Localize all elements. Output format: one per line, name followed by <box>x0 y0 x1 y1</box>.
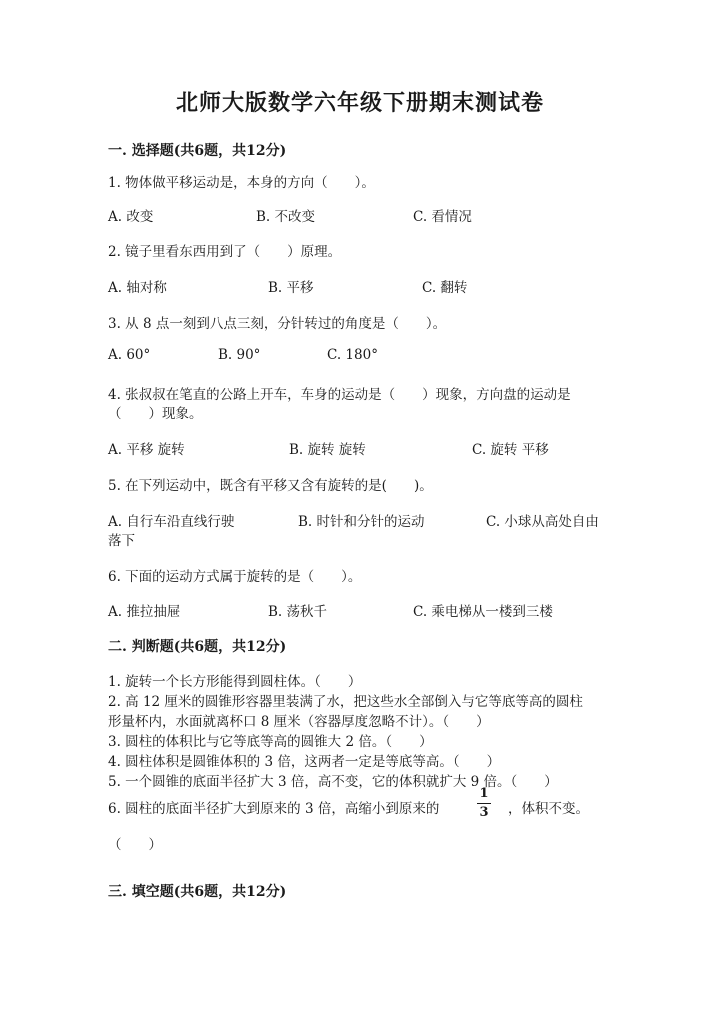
question-text: 4. 张叔叔在笔直的公路上开车，车身的运动是（ ）现象，方向盘的运动是 <box>108 387 571 403</box>
option-a: A. 改变 <box>108 209 154 225</box>
option-b: B. 时针和分针的运动 <box>298 514 425 530</box>
option-c: C. 翻转 <box>422 280 468 296</box>
fraction-numerator: 1 <box>479 786 489 801</box>
question-text: 2. 镜子里看东西用到了（ ）原理。 <box>108 244 342 260</box>
option-c: C. 180° <box>327 347 378 363</box>
judge-item: 4. 圆柱体积是圆锥体积的 3 倍，这两者一定是等底等高。（ ） <box>108 754 501 770</box>
option-b: B. 90° <box>218 347 261 363</box>
option-a: A. 自行车沿直线行驶 <box>108 514 235 530</box>
question-text: 3. 从 8 点一刻到八点三刻，分针转过的角度是（ ）。 <box>108 316 447 332</box>
question-text: 1. 物体做平移运动是，本身的方向（ ）。 <box>108 175 375 191</box>
option-c: C. 旋转 平移 <box>472 442 549 458</box>
question-text: 6. 下面的运动方式属于旋转的是（ ）。 <box>108 569 362 585</box>
answer-paren: （ ） <box>108 837 162 853</box>
judge-item: 1. 旋转一个长方形能得到圆柱体。（ ） <box>108 674 362 690</box>
fraction-bar <box>477 803 491 804</box>
option-a: A. 轴对称 <box>108 280 167 296</box>
option-b: B. 不改变 <box>256 209 316 225</box>
judge-item: 6. 圆柱的底面半径扩大到原来的 3 倍，高缩小到原来的 <box>108 801 440 817</box>
option-c-continued: 落下 <box>108 533 135 549</box>
judge-item: 5. 一个圆锥的底面半径扩大 3 倍，高不变，它的体积就扩大 9 倍。（ ） <box>108 774 558 790</box>
option-b: B. 旋转 旋转 <box>289 442 366 458</box>
fraction-one-third <box>474 786 494 821</box>
question-text: 5. 在下列运动中，既含有平移又含有旋转的是( )。 <box>108 478 433 494</box>
option-a: A. 推拉抽屉 <box>108 604 181 620</box>
fraction-denominator: 3 <box>479 805 489 820</box>
option-c: C. 小球从高处自由 <box>486 514 599 530</box>
option-c: C. 乘电梯从一楼到三楼 <box>413 604 553 620</box>
judge-item-tail: ，体积不变。 <box>508 801 589 817</box>
page-title: 北师大版数学六年级下册期末测试卷 <box>175 90 544 116</box>
section-heading-fill: 三. 填空题(共6题，共12分) <box>108 884 287 900</box>
question-text-continued: （ ）现象。 <box>108 406 203 422</box>
option-c: C. 看情况 <box>413 209 472 225</box>
judge-item: 2. 高 12 厘米的圆锥形容器里装满了水，把这些水全部倒入与它等底等高的圆柱 <box>108 694 583 710</box>
option-b: B. 平移 <box>268 280 314 296</box>
judge-item: 3. 圆柱的体积比与它等底等高的圆锥大 2 倍。（ ） <box>108 734 433 750</box>
judge-item-continued: 形量杯内，水面就离杯口 8 厘米（容器厚度忽略不计）。（ ） <box>108 714 490 730</box>
option-b: B. 荡秋千 <box>268 604 328 620</box>
section-heading-judge: 二. 判断题(共6题，共12分) <box>108 639 287 655</box>
section-heading-choice: 一. 选择题(共6题，共12分) <box>108 143 287 159</box>
option-a: A. 60° <box>108 347 151 363</box>
option-a: A. 平移 旋转 <box>108 442 185 458</box>
